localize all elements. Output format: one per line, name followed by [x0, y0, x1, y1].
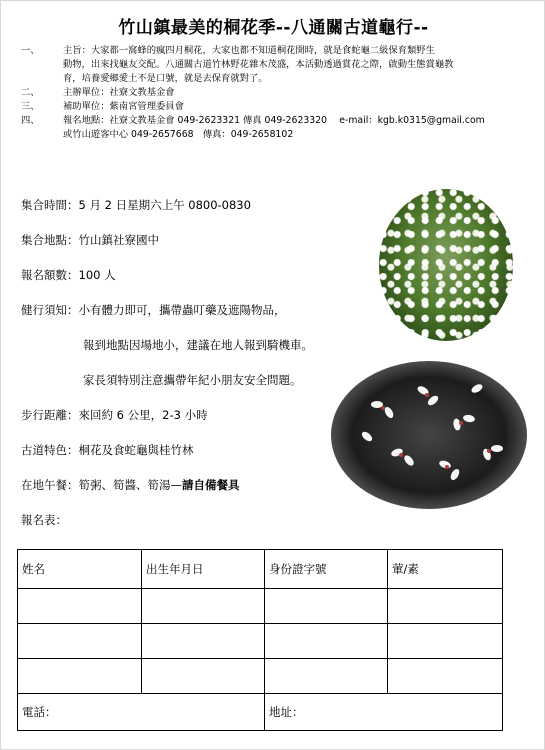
intro-text: 社寮文教基金會 049-2623321 傳真 049-2623320 e-mail：kgb.k0315@gmail.com — [109, 115, 485, 126]
trail-feature-value: 桐花及食蛇龜與桂竹林 — [78, 443, 194, 457]
intro-item — [21, 86, 536, 100]
intro-item — [21, 58, 536, 72]
form-cell[interactable] — [388, 624, 503, 659]
form-phone-label: 電話： — [22, 705, 57, 719]
hiking-notice-line: 報到地點因場地小，建議在地人報到騎機車。 — [83, 338, 313, 352]
form-cell[interactable] — [142, 659, 265, 694]
intro-item — [21, 72, 536, 86]
meeting-time-value: 5 月 2 日星期六上午 0800-0830 — [78, 198, 251, 212]
meeting-place — [21, 232, 159, 248]
intro-section — [21, 44, 536, 142]
registration-form — [17, 549, 503, 731]
form-row — [18, 589, 503, 624]
intro-number: 一、 — [21, 45, 40, 56]
intro-label: 補助單位： — [63, 101, 110, 112]
local-lunch — [21, 477, 240, 493]
meeting-time — [21, 197, 251, 213]
form-cell[interactable] — [265, 659, 388, 694]
local-lunch-label: 在地午餐： — [21, 478, 79, 492]
intro-number: 二、 — [21, 87, 40, 98]
form-header-diet: 葷/素 — [388, 550, 503, 589]
tung-flowers-photo — [331, 361, 527, 509]
form-cell[interactable] — [18, 624, 142, 659]
form-cell[interactable] — [265, 589, 388, 624]
intro-text: 社寮文教基金會 — [109, 87, 175, 98]
form-cell[interactable] — [388, 659, 503, 694]
intro-number: 四、 — [21, 115, 40, 126]
form-contact-row — [18, 694, 503, 731]
quota — [21, 267, 116, 283]
intro-text: 大家都一窩蜂的瘋四月桐花，大家也都不知道桐花開時，就是食蛇龜二級保育類野生 — [90, 45, 435, 56]
walking-distance-value: 來回約 6 公里，2-3 小時 — [78, 408, 208, 422]
trail-feature-label: 古道特色： — [21, 443, 79, 457]
meeting-place-label: 集合地點： — [21, 233, 79, 247]
form-header-row — [18, 550, 503, 589]
form-header-id-number: 身份證字號 — [265, 550, 388, 589]
form-cell[interactable] — [18, 589, 142, 624]
form-header-birthdate: 出生年月日 — [142, 550, 265, 589]
form-cell[interactable] — [388, 589, 503, 624]
walking-distance-label: 步行距離： — [21, 408, 79, 422]
form-cell[interactable] — [142, 589, 265, 624]
meeting-place-value: 竹山鎮社寮國中 — [78, 233, 159, 247]
form-phone-cell[interactable] — [18, 694, 265, 731]
form-cell[interactable] — [265, 624, 388, 659]
intro-item — [21, 128, 536, 142]
intro-item — [21, 114, 536, 128]
form-row — [18, 659, 503, 694]
page-title: 竹山鎮最美的桐花季--八通關古道龜行-- — [118, 18, 429, 38]
trail-feature — [21, 442, 194, 458]
tung-tree-photo — [379, 189, 513, 341]
quota-value: 100 人 — [78, 268, 116, 282]
quota-label: 報名額數： — [21, 268, 79, 282]
form-row — [18, 624, 503, 659]
meeting-time-label: 集合時間： — [21, 198, 79, 212]
local-lunch-note: 請自備餐具 — [182, 478, 240, 492]
walking-distance — [21, 407, 208, 423]
hiking-notice — [21, 302, 286, 318]
intro-text: 或竹山遊客中心 049-2657668 傳真：049-2658102 — [63, 129, 294, 140]
intro-number: 三、 — [21, 101, 40, 112]
intro-text: 育，培養愛鄉愛土不是口號，就是去保育就對了。 — [63, 73, 268, 84]
intro-label: 主辦單位： — [63, 87, 110, 98]
hiking-notice-line: 家長須特別注意攜帶年紀小朋友安全問題。 — [83, 373, 302, 387]
intro-text: 紫南宮管理委員會 — [109, 101, 184, 112]
intro-item — [21, 44, 536, 58]
intro-label: 主旨： — [63, 45, 91, 56]
form-label: 報名表： — [21, 513, 67, 527]
form-header-name: 姓名 — [18, 550, 142, 589]
form-address-label: 地址： — [269, 705, 304, 719]
local-lunch-value: 筍粥、筍醬、筍湯— — [78, 478, 182, 492]
intro-item — [21, 100, 536, 114]
form-cell[interactable] — [142, 624, 265, 659]
hiking-notice-value: 小有體力即可，攜帶蟲叮藥及遮陽物品， — [78, 303, 286, 317]
form-cell[interactable] — [18, 659, 142, 694]
intro-label: 報名地點： — [63, 115, 110, 126]
intro-text: 動物，出來找龜友交配。八通關古道竹林野花雜木茂盛，本活動透過賞花之際，啟動生態賞龜教 — [63, 59, 454, 70]
hiking-notice-label: 健行須知： — [21, 303, 79, 317]
form-address-cell[interactable] — [265, 694, 503, 731]
